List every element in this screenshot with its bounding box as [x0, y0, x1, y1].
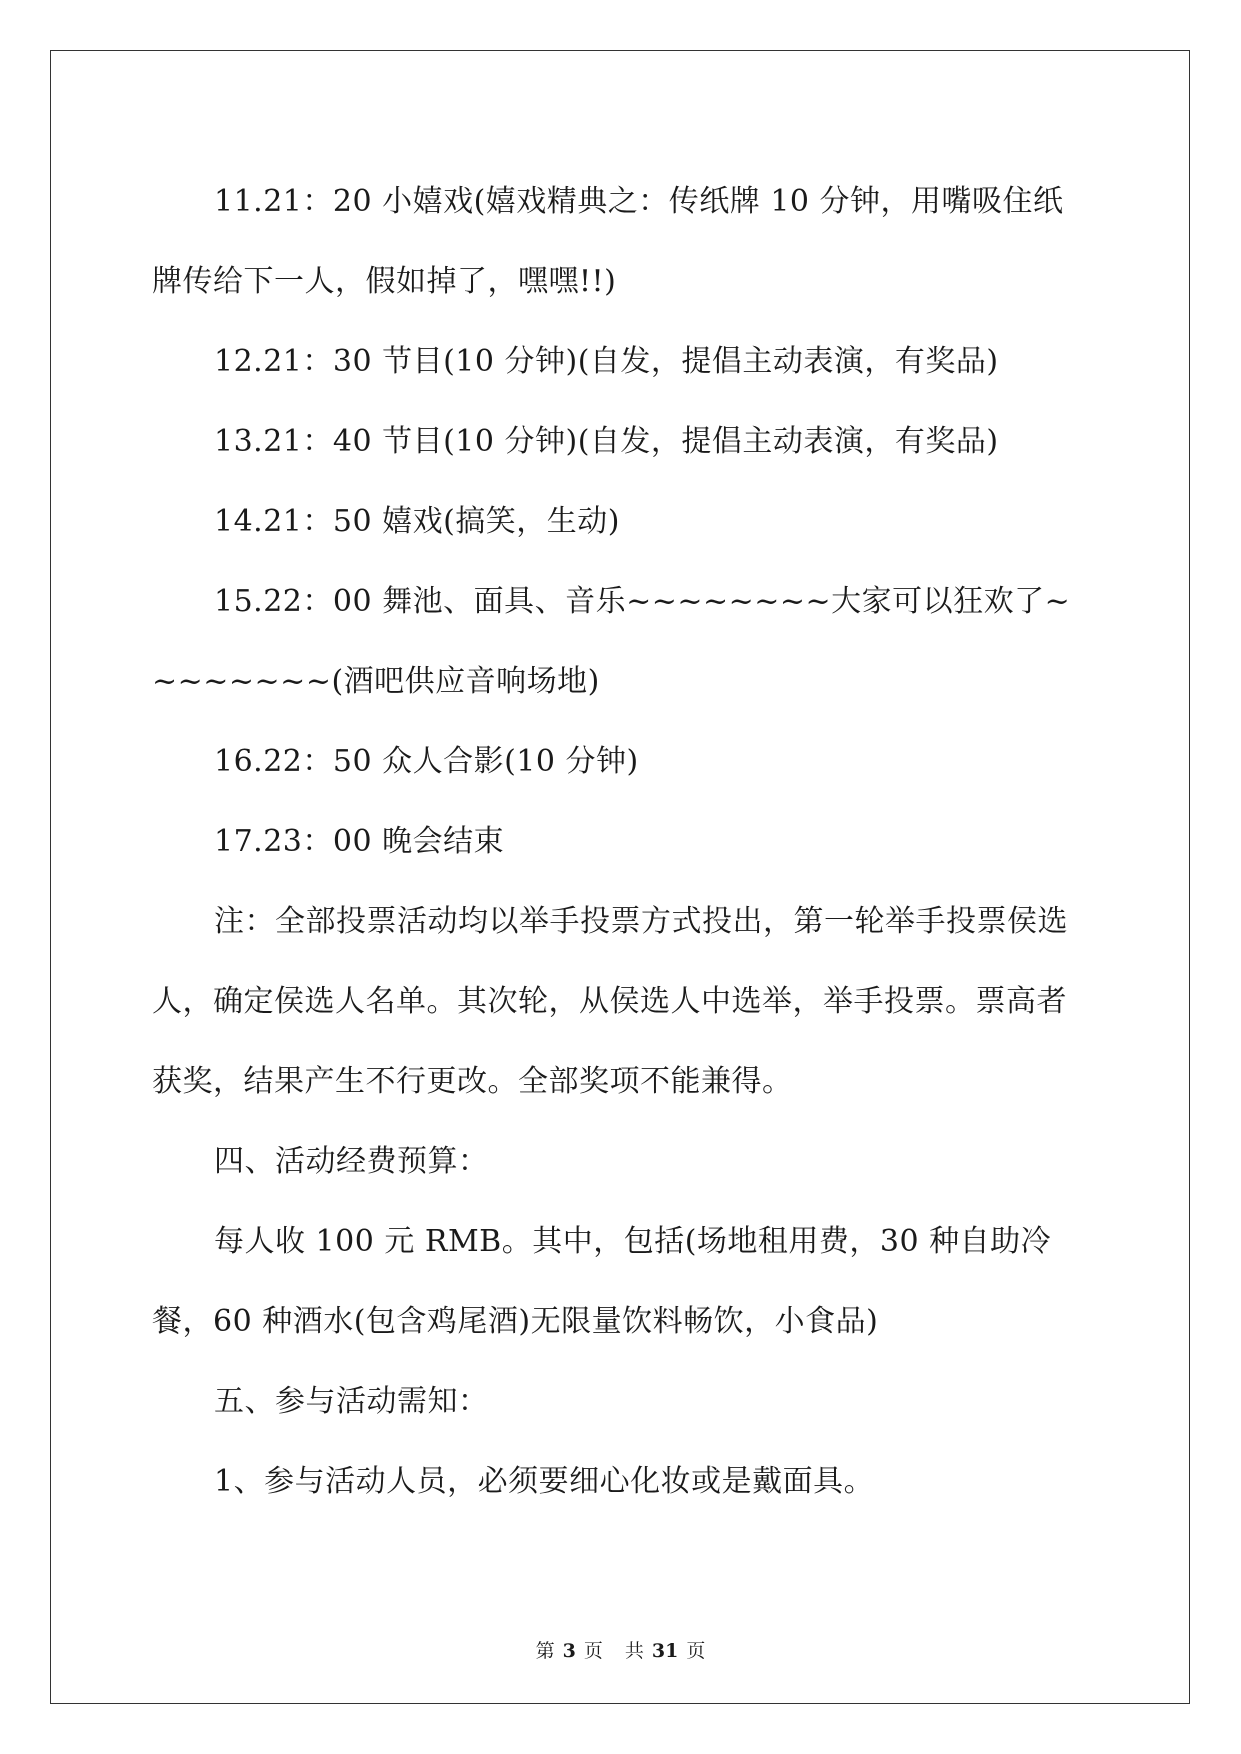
paragraph-10: 每人收 100 元 RMB。其中，包括(场地租用费，30 种自助冷餐，60 种酒水(包含鸡尾酒)无限量饮料畅饮，小食品) — [152, 1224, 1052, 1339]
paragraph-4: 14.21：50 嬉戏(搞笑，生动) — [214, 504, 621, 539]
paragraph-2: 12.21：30 节目(10 分钟)(自发，提倡主动表演，有奖品) — [214, 344, 999, 379]
total-pages: 共 31 页 — [624, 1640, 706, 1662]
section-heading-notice: 五、参与活动需知： — [214, 1384, 489, 1419]
paragraph-5: 15.22：00 舞池、面具、音乐~~~~~~~~大家可以狂欢了~~~~~~~~(酒吧供应音响场地) — [152, 584, 1071, 699]
paragraph-12: 1、参与活动人员，必须要细心化妆或是戴面具。 — [214, 1464, 875, 1499]
paragraph-8: 注：全部投票活动均以举手投票方式投出，第一轮举手投票侯选人，确定侯选人名单。其次轮，从侯选人中选举，举手投票。票高者获奖，结果产生不行更改。全部奖项不能兼得。 — [152, 904, 1068, 1099]
section-heading-budget: 四、活动经费预算： — [214, 1144, 489, 1179]
paragraph-7: 17.23：00 晚会结束 — [214, 824, 505, 859]
page-number: 第 3 页 — [535, 1640, 603, 1662]
document-body — [152, 162, 1092, 1522]
paragraph-6: 16.22：50 众人合影(10 分钟) — [214, 744, 639, 779]
paragraph-3: 13.21：40 节目(10 分钟)(自发，提倡主动表演，有奖品) — [214, 424, 999, 459]
page-footer — [0, 1636, 1241, 1663]
paragraph-1: 11.21：20 小嬉戏(嬉戏精典之：传纸牌 10 分钟，用嘴吸住纸牌传给下一人，假如掉了，嘿嘿!!) — [152, 184, 1064, 299]
